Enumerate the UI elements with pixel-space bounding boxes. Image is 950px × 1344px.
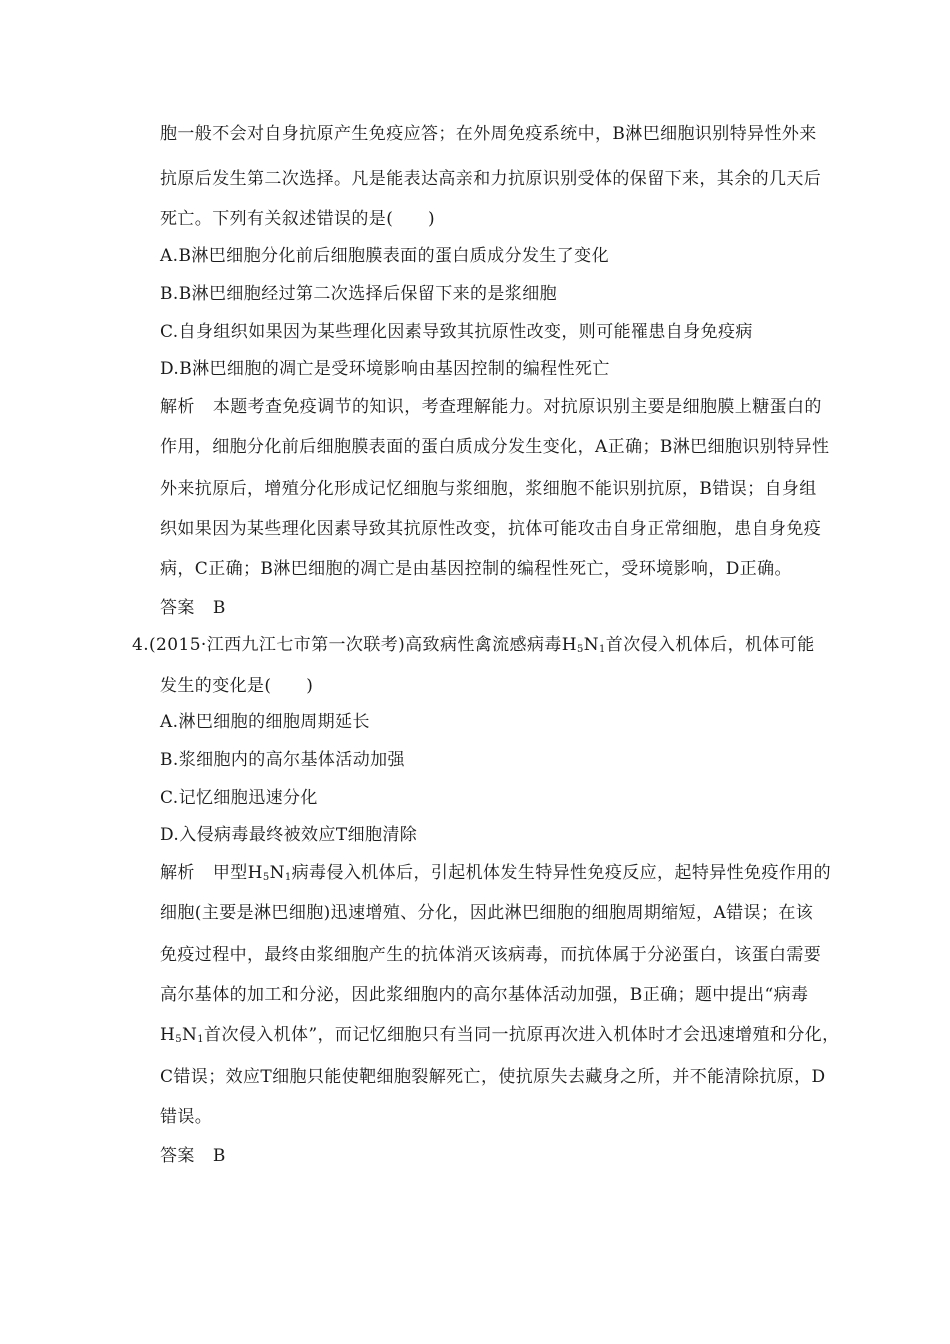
q4-stem-text-b: 首次侵入机体后，机体可能 — [605, 635, 815, 655]
q4-analysis-line-1 — [160, 862, 831, 889]
q3-option-a: A.B淋巴细胞分化前后细胞膜表面的蛋白质成分发生了变化 — [160, 246, 609, 266]
q4-option-b: B.浆细胞内的高尔基体活动加强 — [160, 750, 405, 770]
q4-analysis-text-a: 甲型H — [212, 863, 263, 883]
q3-stem-line-3: 死亡。下列有关叙述错误的是( ) — [160, 209, 436, 229]
q4-stem-line-1 — [132, 634, 815, 661]
q3-answer-value: B — [212, 598, 226, 618]
q4-analysis5-text-h: H — [160, 1025, 176, 1045]
q4-analysis-sub-1: 1 — [284, 872, 292, 883]
q4-analysis5-text-b: 首次侵入机体”，而记忆细胞只有当同一抗原再次进入机体时才会迅速增殖和分化， — [204, 1025, 840, 1045]
q4-analysis5-sub-5: 5 — [175, 1034, 182, 1045]
q4-analysis5-sub-1: 1 — [197, 1034, 205, 1045]
q4-analysis-line-2: 细胞(主要是淋巴细胞)迅速增殖、分化，因此淋巴细胞的细胞周期缩短，A错误；在该 — [160, 903, 814, 923]
q4-analysis-line-5 — [160, 1024, 840, 1051]
q3-answer — [160, 597, 226, 619]
q3-analysis-line-1 — [160, 396, 822, 418]
q4-option-d: D.入侵病毒最终被效应T细胞清除 — [160, 825, 418, 845]
q4-stem-line-2: 发生的变化是( ) — [160, 676, 314, 696]
q4-analysis5-text-n: N — [182, 1025, 198, 1045]
q4-stem-sub-5: 5 — [576, 644, 584, 655]
q4-analysis-text-n: N — [269, 863, 285, 883]
q3-stem-line-2: 抗原后发生第二次选择。凡是能表达高亲和力抗原识别受体的保留下来，其余的几天后 — [160, 169, 822, 189]
q4-option-a: A.淋巴细胞的细胞周期延长 — [160, 712, 370, 732]
q3-analysis-line-2: 作用，细胞分化前后细胞膜表面的蛋白质成分发生变化，A正确；B淋巴细胞识别特异性 — [160, 437, 830, 457]
q3-analysis-line-4: 织如果因为某些理化因素导致其抗原性改变，抗体可能攻击自身正常细胞，患自身免疫 — [160, 519, 822, 539]
q4-option-c: C.记忆细胞迅速分化 — [160, 788, 318, 808]
q3-analysis-label: 解析 — [160, 397, 195, 417]
q4-analysis-line-7: 错误。 — [160, 1107, 213, 1127]
q4-analysis-text-b: 病毒侵入机体后，引起机体发生特异性免疫反应，起特异性免疫作用的 — [291, 863, 832, 883]
q4-answer — [160, 1145, 226, 1167]
q3-option-b: B.B淋巴细胞经过第二次选择后保留下来的是浆细胞 — [160, 284, 557, 304]
q3-stem-line-1: 胞一般不会对自身抗原产生免疫应答；在外周免疫系统中，B淋巴细胞识别特异性外来 — [160, 124, 817, 144]
q3-option-d: D.B淋巴细胞的凋亡是受环境影响由基因控制的编程性死亡 — [160, 359, 610, 379]
q4-analysis-line-6: C错误；效应T细胞只能使靶细胞裂解死亡，使抗原失去藏身之所，并不能清除抗原，D — [160, 1067, 826, 1087]
q4-stem-sub-1: 1 — [599, 644, 606, 655]
q4-analysis-label: 解析 — [160, 863, 195, 883]
q3-analysis-line-5: 病，C正确；B淋巴细胞的凋亡是由基因控制的编程性死亡，受环境影响，D正确。 — [160, 559, 792, 579]
q4-answer-label: 答案 — [160, 1146, 195, 1166]
q3-analysis-text: 本题考查免疫调节的知识，考查理解能力。对抗原识别主要是细胞膜上糖蛋白的 — [212, 397, 822, 417]
q4-analysis-line-4: 高尔基体的加工和分泌，因此浆细胞内的高尔基体活动加强，B正确；题中提出“病毒 — [160, 985, 809, 1005]
q3-option-c: C.自身组织如果因为某些理化因素导致其抗原性改变，则可能罹患自身免疫病 — [160, 322, 753, 342]
q4-stem-text-n: N — [583, 635, 600, 655]
q4-analysis-sub-5: 5 — [262, 872, 270, 883]
q4-answer-value: B — [212, 1146, 226, 1166]
q4-analysis-line-3: 免疫过程中，最终由浆细胞产生的抗体消灭该病毒，而抗体属于分泌蛋白，该蛋白需要 — [160, 945, 822, 965]
q3-analysis-line-3: 外来抗原后，增殖分化形成记忆细胞与浆细胞，浆细胞不能识别抗原，B错误；自身组 — [160, 479, 817, 499]
q3-answer-label: 答案 — [160, 598, 195, 618]
q4-stem-text-a: 4.(2015·江西九江七市第一次联考)高致病性禽流感病毒H — [132, 635, 577, 655]
